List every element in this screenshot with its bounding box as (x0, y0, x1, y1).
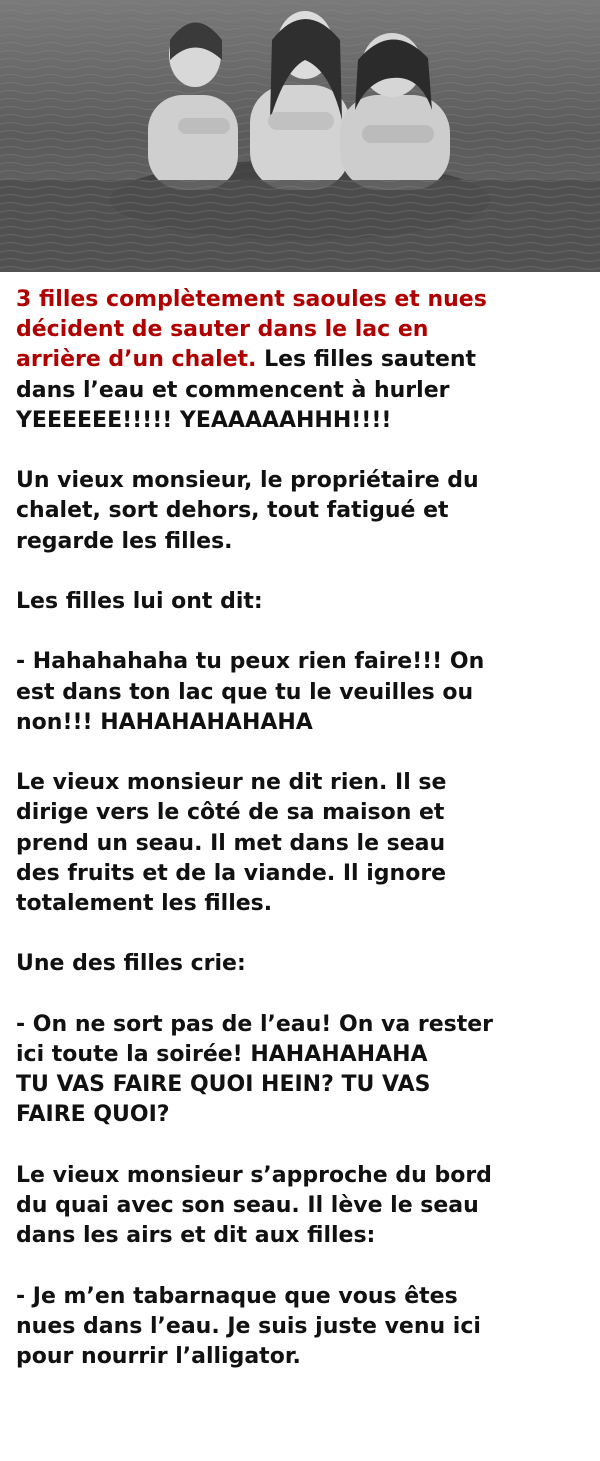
story-line: - Je m’en tabarnaque que vous êtes (16, 1283, 458, 1309)
story-line: ici toute la soirée! HAHAHAHAHA (16, 1041, 428, 1067)
story-line: regarde les filles. (16, 528, 233, 554)
story-line: nues dans l’eau. Je suis juste venu ici (16, 1313, 481, 1339)
story-line-red-part: arrière d’un chalet. (16, 347, 257, 373)
story-line: totalement les filles. (16, 891, 273, 916)
story-line-black-part: Les filles sautent (256, 347, 477, 373)
story-text (16, 285, 594, 1372)
story-line: - On ne sort pas de l’eau! On va rester (16, 1011, 494, 1037)
paragraph-dock (16, 1161, 594, 1252)
story-line: pour nourrir l’alligator. (16, 1343, 301, 1369)
story-line: dans l’eau et commencent à hurler (16, 377, 450, 403)
story-line: Un vieux monsieur, le propriétaire du (16, 468, 479, 494)
paragraph-bucket (16, 768, 594, 919)
story-line (16, 345, 594, 375)
story-line: TU VAS FAIRE QUOI HEIN? TU VAS (16, 1072, 431, 1098)
story-line: chalet, sort dehors, tout fatigué et (16, 498, 449, 524)
paragraph-punchline (16, 1282, 594, 1373)
story-line: prend un seau. Il met dans le seau (16, 830, 446, 856)
story-line: YEEEEEE!!!!! YEAAAAAHHH!!!! (16, 407, 392, 433)
story-line: dans les airs et dit aux filles: (16, 1223, 376, 1249)
paragraph-girl-shout (16, 1010, 594, 1131)
story-line: Une des filles crie: (16, 951, 246, 977)
story-line: dirige vers le côté de sa maison et (16, 800, 445, 826)
header-photo (0, 0, 600, 272)
paragraph-girls-taunt (16, 647, 594, 738)
story-line: Le vieux monsieur ne dit rien. Il se (16, 770, 447, 796)
story-line: est dans ton lac que tu le veuilles ou (16, 679, 474, 705)
story-line: décident de sauter dans le lac en (16, 317, 429, 343)
photo-three-girls-in-lake-icon (0, 0, 600, 272)
paragraph-old-man (16, 466, 594, 557)
story-line: non!!! HAHAHAHAHAHA (16, 709, 313, 735)
story-line: du quai avec son seau. Il lève le seau (16, 1192, 479, 1218)
story-line: 3 filles complètement saoules et nues (16, 287, 487, 312)
paragraph-girl-cries (16, 949, 594, 979)
story-line: Le vieux monsieur s’approche du bord (16, 1162, 492, 1188)
story-line: - Hahahahaha tu peux rien faire!!! On (16, 649, 485, 675)
story-line: FAIRE QUOI? (16, 1102, 170, 1128)
paragraph-intro (16, 285, 594, 436)
paragraph-girls-said (16, 587, 594, 617)
story-line: des fruits et de la viande. Il ignore (16, 860, 447, 886)
story-line: Les filles lui ont dit: (16, 589, 263, 614)
